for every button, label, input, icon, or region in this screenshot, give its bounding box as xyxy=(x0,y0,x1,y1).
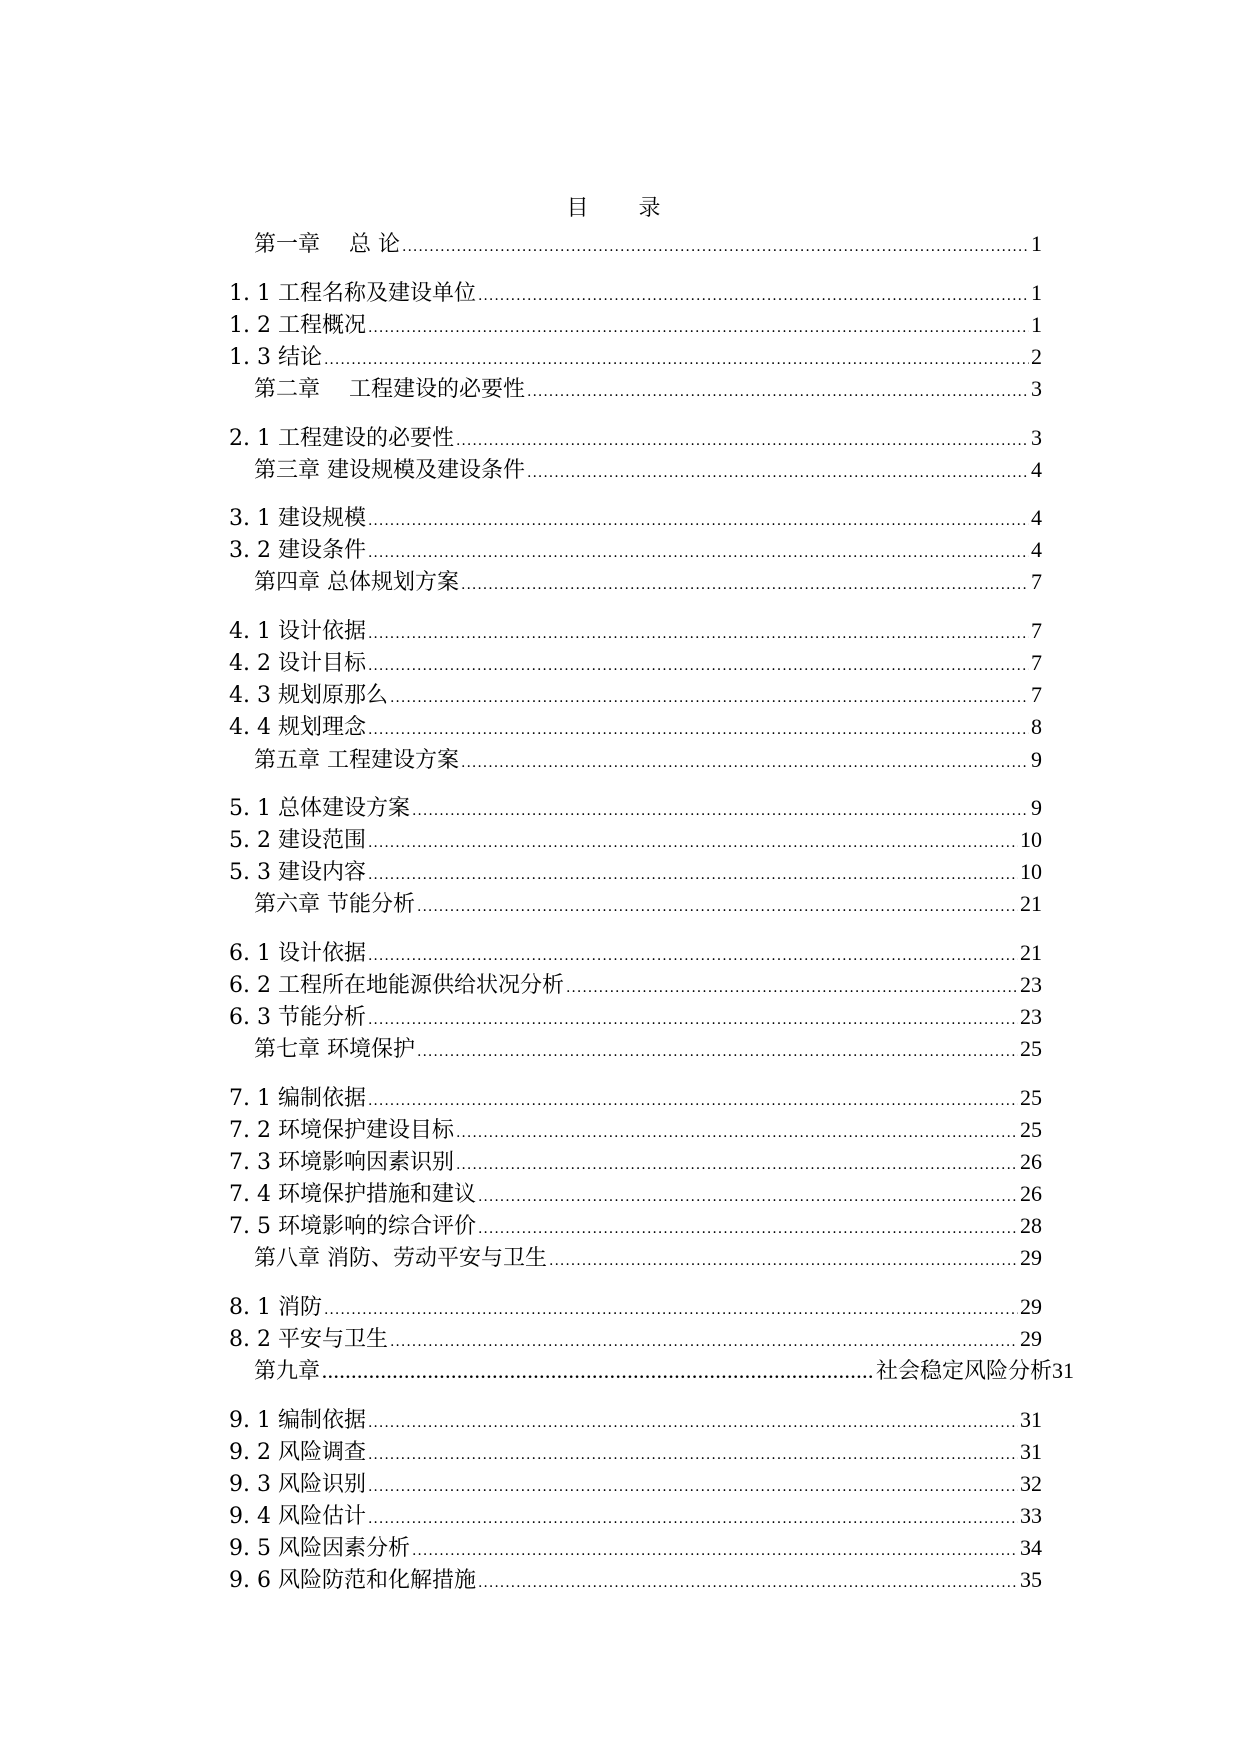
toc-entry-page: 21 xyxy=(1020,891,1042,916)
toc-entry-label: 第二章 工程建设的必要性 xyxy=(254,377,525,402)
toc-entry-section-6-2[interactable] xyxy=(229,970,1042,1000)
toc-entry-page: 4 xyxy=(1031,537,1042,562)
toc-leader-dots xyxy=(390,683,1029,713)
toc-entry-chapter-1[interactable] xyxy=(254,229,1042,259)
toc-leader-dots xyxy=(368,828,1018,858)
toc-leader-dots xyxy=(456,1150,1018,1180)
toc-leader-dots xyxy=(368,538,1029,568)
toc-entry-label: 9. 4 风险估计 xyxy=(229,1504,366,1529)
toc-entry-page: 21 xyxy=(1020,940,1042,965)
toc-entry-page: 23 xyxy=(1020,972,1042,997)
toc-entry-page: 29 xyxy=(1020,1245,1042,1270)
toc-leader-dots xyxy=(549,1246,1018,1276)
toc-entry-chapter-8[interactable] xyxy=(254,1243,1042,1273)
toc-entry-label: 9. 2 风险调查 xyxy=(229,1440,366,1465)
toc-entry-page: 25 xyxy=(1020,1085,1042,1110)
toc-leader-dots xyxy=(412,1536,1018,1566)
toc-entry-label: 第四章 总体规划方案 xyxy=(254,570,459,595)
toc-leader-dots xyxy=(324,345,1029,375)
toc-entry-page: 32 xyxy=(1020,1471,1042,1496)
toc-entry-section-8-1[interactable] xyxy=(229,1292,1042,1322)
toc-entry-label: 1. 1 工程名称及建设单位 xyxy=(229,281,476,306)
toc-leader-dots xyxy=(478,1568,1018,1598)
toc-entry-page: 26 xyxy=(1020,1181,1042,1206)
toc-entry-label: 第三章 建设规模及建设条件 xyxy=(254,458,525,483)
toc-entry-section-9-1[interactable] xyxy=(229,1405,1042,1435)
toc-leader-dots xyxy=(368,941,1018,971)
toc-entry-section-4-4[interactable] xyxy=(229,712,1042,742)
toc-entry-label: 7. 5 环境影响的综合评价 xyxy=(229,1214,476,1239)
toc-leader-dots xyxy=(478,1182,1018,1212)
toc-entry-section-1-2[interactable] xyxy=(229,310,1042,340)
toc-entry-page: 1 xyxy=(1031,231,1042,256)
toc-entry-page: 10 xyxy=(1020,859,1042,884)
toc-entry-section-5-1[interactable] xyxy=(229,793,1042,823)
toc-entry-label: 4. 2 设计目标 xyxy=(229,651,366,676)
toc-leader-dots xyxy=(566,973,1018,1003)
toc-entry-label: 6. 3 节能分析 xyxy=(229,1005,366,1030)
toc-entry-section-8-2[interactable] xyxy=(229,1324,1042,1354)
toc-entry-page: 7 xyxy=(1031,618,1042,643)
toc-entry-label: 5. 1 总体建设方案 xyxy=(229,796,410,821)
toc-leader-dots xyxy=(368,1005,1018,1035)
toc-leader-dots xyxy=(527,458,1029,488)
toc-entry-section-5-3[interactable] xyxy=(229,857,1042,887)
toc-entry-label: 9. 5 风险因素分析 xyxy=(229,1536,410,1561)
toc-entry-section-1-1[interactable] xyxy=(229,278,1042,308)
toc-entry-label: 5. 3 建设内容 xyxy=(229,860,366,885)
toc-entry-page: 25 xyxy=(1020,1036,1042,1061)
toc-leader-dots xyxy=(368,506,1029,536)
toc-entry-page: 29 xyxy=(1020,1294,1042,1319)
toc-entry-label: 9. 1 编制依据 xyxy=(229,1408,366,1433)
toc-entry-chapter-5[interactable] xyxy=(254,745,1042,775)
toc-leader-dots xyxy=(461,748,1029,778)
toc-leader-dots xyxy=(527,377,1029,407)
toc-leader-dots xyxy=(417,1037,1018,1067)
toc-leader-dots xyxy=(322,1359,874,1389)
toc-entry-page: 7 xyxy=(1031,569,1042,594)
toc-leader-dots xyxy=(478,1214,1018,1244)
toc-entry-label: 4. 3 规划原那么 xyxy=(229,683,388,708)
toc-entry-page: 1 xyxy=(1031,312,1042,337)
toc-entry-section-5-2[interactable] xyxy=(229,825,1042,855)
toc-entry-label: 1. 3 结论 xyxy=(229,345,322,370)
toc-leader-dots xyxy=(456,426,1029,456)
toc-entry-page: 31 xyxy=(1020,1407,1042,1432)
toc-entry-page: 23 xyxy=(1020,1004,1042,1029)
toc-entry-chapter-4[interactable] xyxy=(254,567,1042,597)
toc-leader-dots xyxy=(368,1408,1018,1438)
toc-entry-section-3-2[interactable] xyxy=(229,535,1042,565)
toc-entry-section-4-3[interactable] xyxy=(229,680,1042,710)
toc-entry-page: 25 xyxy=(1020,1117,1042,1142)
toc-entry-section-9-2[interactable] xyxy=(229,1437,1042,1467)
toc-leader-dots xyxy=(456,1118,1018,1148)
toc-entry-label: 9. 3 风险识别 xyxy=(229,1472,366,1497)
toc-entry-label: 8. 1 消防 xyxy=(229,1295,322,1320)
toc-entry-page: 4 xyxy=(1031,505,1042,530)
toc-entry-chapter-9[interactable] xyxy=(254,1356,1074,1386)
toc-entry-section-7-1[interactable] xyxy=(229,1083,1042,1113)
toc-entry-label: 9. 6 风险防范和化解措施 xyxy=(229,1568,476,1593)
toc-entry-page: 3 xyxy=(1031,376,1042,401)
toc-entry-label: 2. 1 工程建设的必要性 xyxy=(229,426,454,451)
toc-entry-page: 2 xyxy=(1031,344,1042,369)
toc-leader-dots xyxy=(368,651,1029,681)
toc-entry-page: 8 xyxy=(1031,714,1042,739)
toc-entry-page: 31 xyxy=(1020,1439,1042,1464)
toc-entry-label: 3. 1 建设规模 xyxy=(229,506,366,531)
toc-leader-dots xyxy=(368,1504,1018,1534)
toc-entry-page: 35 xyxy=(1020,1567,1042,1592)
toc-entry-label: 3. 2 建设条件 xyxy=(229,538,366,563)
toc-entry-label: 第一章 总 论 xyxy=(254,232,400,257)
toc-entry-chapter-6[interactable] xyxy=(254,889,1042,919)
toc-entry-page: 29 xyxy=(1020,1326,1042,1351)
toc-entry-chapter-2[interactable] xyxy=(254,374,1042,404)
toc-entry-label: 6. 2 工程所在地能源供给状况分析 xyxy=(229,973,564,998)
toc-entry-section-6-3[interactable] xyxy=(229,1002,1042,1032)
toc-entry-section-1-3[interactable] xyxy=(229,342,1042,372)
toc-entry-label: 7. 3 环境影响因素识别 xyxy=(229,1150,454,1175)
toc-entry-page: 4 xyxy=(1031,457,1042,482)
toc-leader-dots xyxy=(368,313,1029,343)
toc-entry-label: 7. 1 编制依据 xyxy=(229,1086,366,1111)
toc-entry-label: 第五章 工程建设方案 xyxy=(254,748,459,773)
toc-entry-section-3-1[interactable] xyxy=(229,503,1042,533)
toc-entry-section-7-3[interactable] xyxy=(229,1147,1042,1177)
toc-entry-label: 4. 1 设计依据 xyxy=(229,619,366,644)
toc-entry-page: 7 xyxy=(1031,682,1042,707)
toc-entry-page: 34 xyxy=(1020,1535,1042,1560)
toc-leader-dots xyxy=(478,281,1029,311)
toc-leader-dots xyxy=(368,1086,1018,1116)
toc-entry-page: 28 xyxy=(1020,1213,1042,1238)
toc-entry-label: 1. 2 工程概况 xyxy=(229,313,366,338)
toc-entry-label: 4. 4 规划理念 xyxy=(229,715,366,740)
toc-entry-section-9-4[interactable] xyxy=(229,1501,1042,1531)
toc-entry-page: 7 xyxy=(1031,650,1042,675)
toc-entry-page: 社会稳定风险分析31 xyxy=(875,1358,1074,1383)
toc-entry-page: 9 xyxy=(1031,747,1042,772)
toc-entry-chapter-7[interactable] xyxy=(254,1034,1042,1064)
toc-entry-label: 第九章 xyxy=(254,1359,321,1384)
toc-entry-label: 第八章 消防、劳动平安与卫生 xyxy=(254,1246,547,1271)
toc-entry-chapter-3[interactable] xyxy=(254,455,1042,485)
toc-leader-dots xyxy=(368,860,1018,890)
toc-title: 目 录 xyxy=(566,196,675,221)
toc-leader-dots xyxy=(368,619,1029,649)
toc-entry-label: 5. 2 建设范围 xyxy=(229,828,366,853)
toc-leader-dots xyxy=(368,715,1029,745)
toc-entry-section-7-2[interactable] xyxy=(229,1115,1042,1145)
toc-entry-page: 9 xyxy=(1031,795,1042,820)
toc-entry-section-9-6[interactable] xyxy=(229,1565,1042,1595)
toc-entry-label: 第六章 节能分析 xyxy=(254,892,415,917)
toc-leader-dots xyxy=(368,1440,1018,1470)
toc-entry-label: 8. 2 平安与卫生 xyxy=(229,1327,388,1352)
toc-entry-label: 第七章 环境保护 xyxy=(254,1037,415,1062)
toc-entry-page: 10 xyxy=(1020,827,1042,852)
toc-entry-page: 3 xyxy=(1031,425,1042,450)
toc-entry-section-4-1[interactable] xyxy=(229,616,1042,646)
toc-entry-page: 26 xyxy=(1020,1149,1042,1174)
toc-entry-label: 7. 2 环境保护建设目标 xyxy=(229,1118,454,1143)
toc-entry-label: 7. 4 环境保护措施和建议 xyxy=(229,1182,476,1207)
toc-entry-label: 6. 1 设计依据 xyxy=(229,941,366,966)
toc-entry-page: 33 xyxy=(1020,1503,1042,1528)
toc-entry-section-7-4[interactable] xyxy=(229,1179,1042,1209)
toc-entry-section-4-2[interactable] xyxy=(229,648,1042,678)
toc-entry-section-2-1[interactable] xyxy=(229,423,1042,453)
toc-entry-section-9-5[interactable] xyxy=(229,1533,1042,1563)
toc-entry-section-9-3[interactable] xyxy=(229,1469,1042,1499)
toc-entry-section-6-1[interactable] xyxy=(229,938,1042,968)
toc-leader-dots xyxy=(412,796,1029,826)
toc-leader-dots xyxy=(461,570,1029,600)
toc-leader-dots xyxy=(417,892,1018,922)
toc-entry-page: 1 xyxy=(1031,280,1042,305)
toc-leader-dots xyxy=(368,1472,1018,1502)
toc-leader-dots xyxy=(402,232,1029,262)
toc-entry-section-7-5[interactable] xyxy=(229,1211,1042,1241)
toc-leader-dots xyxy=(324,1295,1018,1325)
toc-leader-dots xyxy=(390,1327,1018,1357)
